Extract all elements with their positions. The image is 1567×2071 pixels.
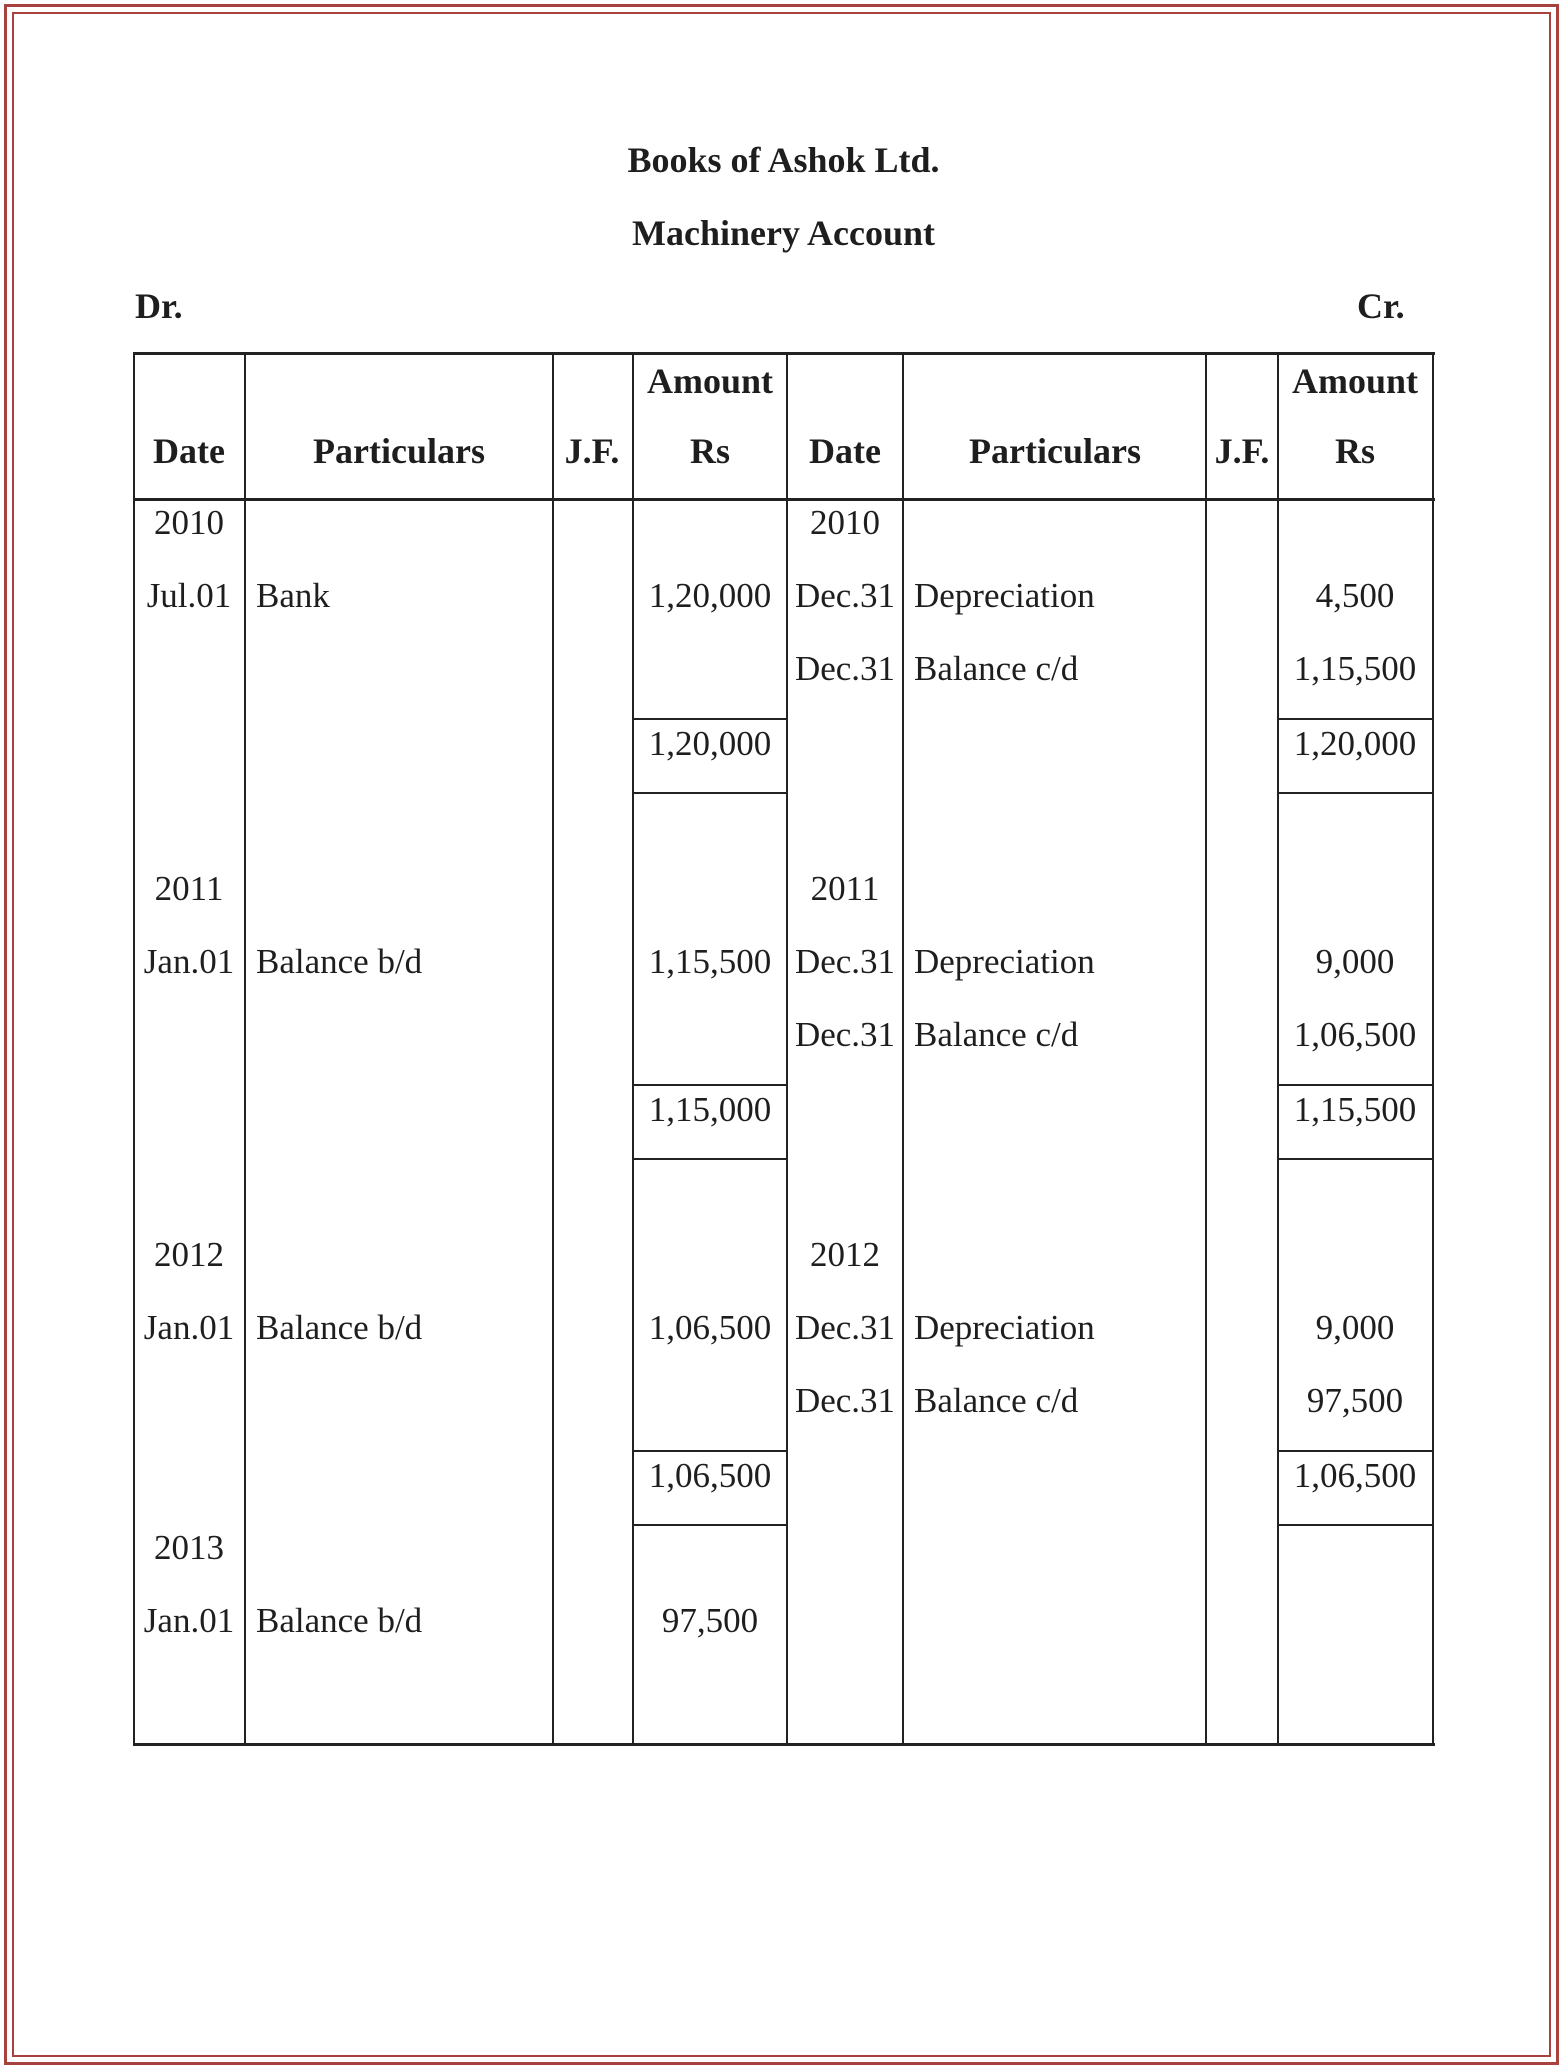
total-rule — [1277, 1084, 1434, 1086]
header-bottom-border — [133, 498, 1435, 501]
header-date-debit: Date — [153, 431, 225, 471]
credit-amount: 97,500 — [1306, 1381, 1404, 1420]
credit-particulars: Balance c/d — [914, 1015, 1079, 1054]
col-divider — [902, 352, 904, 1746]
total-rule — [632, 792, 788, 794]
credit-particulars: Depreciation — [914, 942, 1095, 981]
total-rule — [1277, 1158, 1434, 1160]
header-date-credit: Date — [809, 431, 881, 471]
credit-total: 1,06,500 — [1293, 1456, 1417, 1495]
account-title: Machinery Account — [632, 213, 935, 253]
company-title: Books of Ashok Ltd. — [627, 140, 940, 180]
debit-label: Dr. — [135, 286, 183, 326]
total-rule — [632, 1084, 788, 1086]
debit-date: Jul.01 — [146, 576, 232, 615]
debit-amount: 1,15,500 — [648, 942, 772, 981]
credit-amount: 1,06,500 — [1293, 1015, 1417, 1054]
credit-year: 2011 — [810, 869, 880, 908]
total-rule — [1277, 792, 1434, 794]
header-jf-credit: J.F. — [1214, 431, 1270, 471]
header-rs-debit: Rs — [689, 431, 730, 471]
col-divider — [1432, 352, 1434, 1746]
debit-amount: 1,20,000 — [648, 576, 772, 615]
credit-date: Dec.31 — [794, 942, 896, 981]
debit-date: Jan.01 — [143, 942, 235, 981]
debit-particulars: Balance b/d — [256, 1308, 423, 1347]
debit-year: 2012 — [154, 1235, 224, 1274]
table-bottom-border — [133, 1743, 1435, 1746]
col-divider — [244, 352, 246, 1746]
credit-amount: 9,000 — [1315, 1308, 1395, 1347]
credit-amount: 1,15,500 — [1293, 649, 1417, 688]
total-rule — [632, 718, 788, 720]
debit-year: 2013 — [154, 1528, 224, 1567]
debit-date: Jan.01 — [143, 1308, 235, 1347]
total-rule — [632, 1450, 788, 1452]
col-divider — [632, 352, 634, 1746]
debit-total: 1,20,000 — [648, 724, 772, 763]
header-jf-debit: J.F. — [564, 431, 620, 471]
total-rule — [1277, 1524, 1434, 1526]
credit-particulars: Depreciation — [914, 576, 1095, 615]
header-particulars-credit: Particulars — [969, 431, 1141, 471]
header-particulars-debit: Particulars — [313, 431, 485, 471]
header-amount-credit: Amount — [1291, 361, 1419, 401]
header-rs-credit: Rs — [1334, 431, 1375, 471]
credit-particulars: Balance c/d — [914, 649, 1079, 688]
col-divider — [1205, 352, 1207, 1746]
total-rule — [1277, 718, 1434, 720]
credit-total: 1,15,500 — [1293, 1090, 1417, 1129]
debit-total: 1,06,500 — [648, 1456, 772, 1495]
credit-amount: 4,500 — [1315, 576, 1395, 615]
debit-year: 2010 — [154, 503, 224, 542]
table-top-border — [133, 352, 1435, 355]
credit-amount: 9,000 — [1315, 942, 1395, 981]
total-rule — [632, 1158, 788, 1160]
debit-particulars: Bank — [256, 576, 330, 615]
credit-total: 1,20,000 — [1293, 724, 1417, 763]
credit-particulars: Depreciation — [914, 1308, 1095, 1347]
total-rule — [632, 1524, 788, 1526]
credit-date: Dec.31 — [794, 1015, 896, 1054]
credit-date: Dec.31 — [794, 576, 896, 615]
debit-amount: 97,500 — [661, 1601, 759, 1640]
debit-date: Jan.01 — [143, 1601, 235, 1640]
debit-particulars: Balance b/d — [256, 942, 423, 981]
header-amount-debit: Amount — [646, 361, 774, 401]
credit-year: 2010 — [810, 503, 880, 542]
debit-total: 1,15,000 — [648, 1090, 772, 1129]
credit-label: Cr. — [1357, 286, 1405, 326]
credit-date: Dec.31 — [794, 1308, 896, 1347]
debit-particulars: Balance b/d — [256, 1601, 423, 1640]
credit-year: 2012 — [810, 1235, 880, 1274]
credit-date: Dec.31 — [794, 1381, 896, 1420]
total-rule — [1277, 1450, 1434, 1452]
credit-particulars: Balance c/d — [914, 1381, 1079, 1420]
credit-date: Dec.31 — [794, 649, 896, 688]
debit-year: 2011 — [154, 869, 224, 908]
col-divider — [552, 352, 554, 1746]
debit-amount: 1,06,500 — [648, 1308, 772, 1347]
